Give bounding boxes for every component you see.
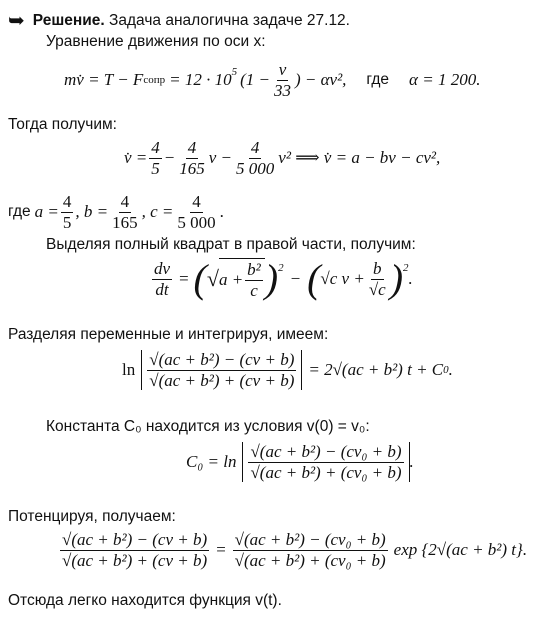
motion-label: Уравнение движения по оси x: bbox=[46, 33, 266, 50]
eq1-where: где bbox=[366, 71, 390, 89]
arrow-right-icon: ➥ bbox=[8, 10, 25, 32]
eq3-eq: = bbox=[178, 269, 190, 289]
eq3-c: c bbox=[250, 280, 258, 300]
where-b-frac bbox=[110, 192, 140, 232]
solution-heading-text: Задача аналогична задаче 27.12. bbox=[109, 12, 350, 29]
eq2-v: v − bbox=[208, 148, 233, 168]
eq5-abs bbox=[242, 442, 409, 482]
where-c-num: 4 bbox=[192, 192, 201, 211]
where-c-frac bbox=[175, 192, 217, 232]
eq2-lhs: v̇ = bbox=[124, 148, 148, 168]
eq3-derivative bbox=[152, 259, 172, 299]
eq2-tail: v² ⟹ v̇ = a − bv − cv², bbox=[278, 148, 441, 168]
where-b: , b = bbox=[75, 202, 109, 222]
eq2-frac1 bbox=[149, 138, 162, 178]
eq4-sub: 0 bbox=[443, 364, 449, 377]
eq3-sqrt-sign: √ bbox=[206, 266, 219, 292]
eq3-pow1: 2 bbox=[278, 262, 284, 274]
equation-motion bbox=[64, 60, 480, 100]
eq3-sqrt-body bbox=[219, 258, 265, 300]
solution-heading-label: Решение. bbox=[32, 12, 105, 29]
eq1-lhs: mv̇ = T − F bbox=[64, 70, 144, 90]
eq4-end: . bbox=[448, 360, 453, 380]
eq4-den: √(ac + b²) + (cv + b) bbox=[149, 370, 295, 390]
solution-heading bbox=[8, 8, 350, 33]
eq1-close: ) − αv², bbox=[294, 70, 347, 90]
eq5-lhs: C₀ = ln bbox=[186, 452, 237, 472]
where-c: , c = bbox=[141, 202, 174, 222]
separate-label: Разделяя переменные и интегрируя, имеем: bbox=[8, 326, 329, 343]
eq4-frac bbox=[147, 350, 296, 390]
eq3-dv: dv bbox=[154, 259, 171, 278]
eq2-frac3-num: 4 bbox=[250, 138, 260, 157]
eq2-frac1-num: 4 bbox=[151, 138, 160, 157]
where-a: a = bbox=[34, 202, 59, 222]
eq5-den: √(ac + b²) + (cv₀ + b) bbox=[250, 462, 402, 482]
eq3-b2: b² bbox=[247, 260, 261, 279]
eq3-dt: dt bbox=[155, 279, 169, 299]
eq6-right-num: √(ac + b²) − (cv₀ + b) bbox=[234, 530, 386, 549]
where-prefix: где bbox=[8, 203, 31, 221]
where-b-den: 165 bbox=[112, 212, 138, 232]
equation-potentiated bbox=[58, 530, 527, 570]
eq2-frac2-den: 165 bbox=[179, 158, 205, 178]
eq2-frac1-den: 5 bbox=[151, 158, 160, 178]
eq1-open: (1 − bbox=[240, 70, 270, 90]
eq1-mid: = 12 · 10 bbox=[169, 70, 232, 90]
eq2-frac3-den: 5 000 bbox=[236, 158, 275, 178]
eq6-right-frac bbox=[233, 530, 388, 570]
eq4-num: √(ac + b²) − (cv + b) bbox=[149, 350, 295, 369]
eq3-paren2-close: ) bbox=[389, 256, 404, 302]
eq6-exp: exp {2√(ac + b²) t}. bbox=[393, 540, 528, 560]
equation-integral bbox=[122, 350, 453, 390]
eq3-minus: − bbox=[289, 269, 302, 289]
eq6-right-den: √(ac + b²) + (cv₀ + b) bbox=[234, 550, 386, 570]
eq3-paren-close: ) bbox=[264, 256, 279, 302]
equation-velocity bbox=[124, 138, 440, 178]
eq2-frac3 bbox=[234, 138, 276, 178]
eq3-paren-open: ( bbox=[193, 256, 207, 302]
eq5-frac bbox=[248, 442, 403, 482]
eq1-frac-num: v bbox=[278, 60, 287, 79]
eq2-minus: − bbox=[163, 148, 176, 168]
where-a-den: 5 bbox=[62, 212, 72, 232]
final-label: Отсюда легко находится функция v(t). bbox=[8, 592, 282, 609]
eq3-sqrtc: √c bbox=[368, 279, 386, 299]
eq1-sub: сопр bbox=[143, 74, 166, 87]
eq3-b: b bbox=[373, 259, 382, 278]
eq3-sqrt-a: a + bbox=[218, 270, 244, 290]
eq1-fraction bbox=[272, 60, 293, 100]
where-b-num: 4 bbox=[120, 192, 130, 211]
const-label: Константа C₀ находится из условия v(0) = v₀: bbox=[46, 418, 370, 435]
eq3-b-sqrtc bbox=[367, 259, 388, 299]
potentiate-label: Потенцируя, получаем: bbox=[8, 508, 176, 525]
where-a-num: 4 bbox=[62, 192, 72, 211]
eq3-paren2-open: ( bbox=[307, 256, 321, 302]
eq2-frac2-num: 4 bbox=[187, 138, 197, 157]
eq1-exp: 5 bbox=[231, 66, 238, 78]
eq4-abs bbox=[141, 350, 302, 390]
equation-square bbox=[150, 258, 413, 300]
eq6-left-den: √(ac + b²) + (cv + b) bbox=[62, 550, 208, 570]
eq2-frac2 bbox=[177, 138, 207, 178]
eq6-eq: = bbox=[215, 540, 227, 560]
eq6-left-num: √(ac + b²) − (cv + b) bbox=[62, 530, 208, 549]
eq4-rhs: = 2√(ac + b²) t + C bbox=[308, 360, 444, 380]
equation-constant bbox=[186, 442, 414, 482]
square-label: Выделяя полный квадрат в правой части, получим: bbox=[46, 236, 416, 253]
eq6-left-frac bbox=[60, 530, 209, 570]
where-end: . bbox=[219, 202, 224, 222]
then-label: Тогда получим: bbox=[8, 116, 117, 133]
eq3-pow2: 2 bbox=[403, 262, 409, 274]
eq5-end: . bbox=[409, 452, 414, 472]
coefficients-line bbox=[8, 192, 224, 232]
eq3-end: . bbox=[408, 269, 413, 289]
where-a-frac bbox=[61, 192, 74, 232]
eq3-cv: √c v + bbox=[320, 269, 365, 289]
eq1-frac-den: 33 bbox=[273, 80, 291, 100]
eq5-num: √(ac + b²) − (cv₀ + b) bbox=[250, 442, 402, 461]
eq4-ln: ln bbox=[122, 360, 136, 380]
where-c-den: 5 000 bbox=[177, 212, 216, 232]
eq3-b2c bbox=[245, 260, 263, 300]
eq1-alpha: α = 1 200. bbox=[409, 70, 481, 90]
